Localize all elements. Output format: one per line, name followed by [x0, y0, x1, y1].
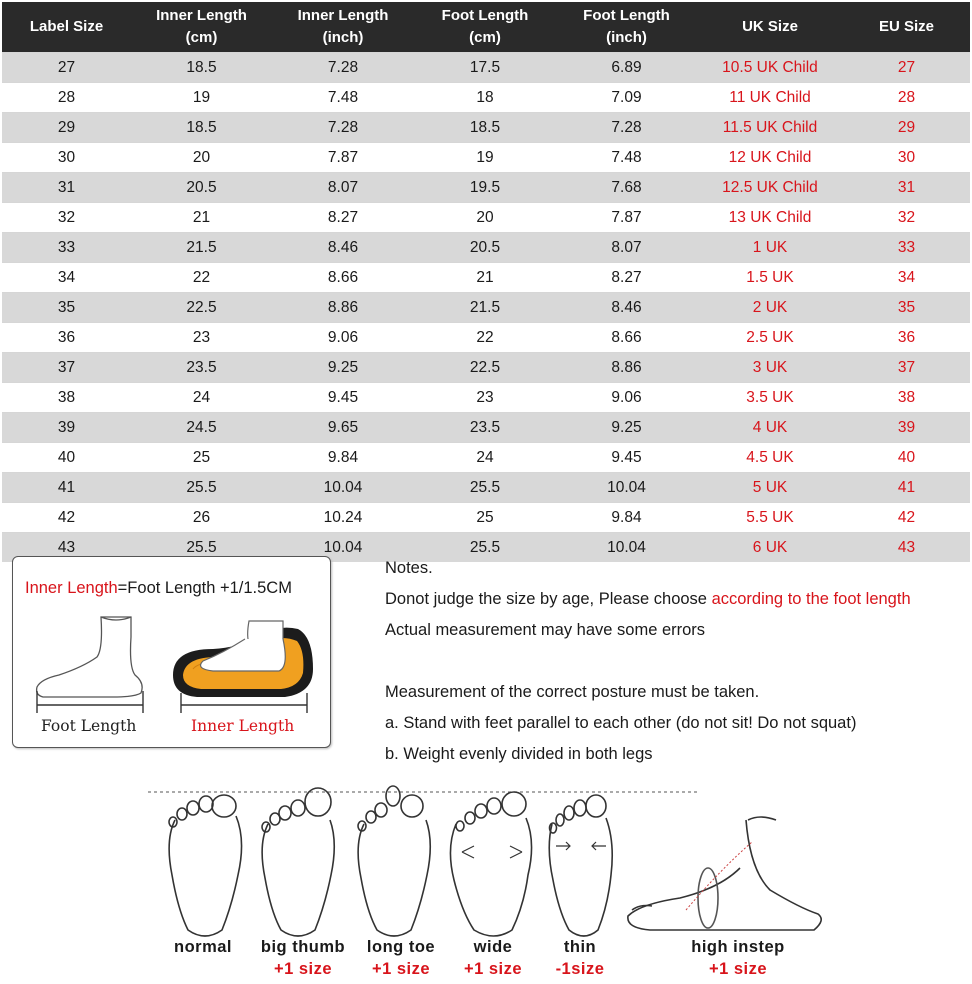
table-row [2, 113, 970, 143]
table-row [2, 263, 970, 293]
cell-label-size: 28 [2, 83, 131, 113]
cell-inner-length-cm: 21 [131, 203, 272, 233]
high-instep-foot-icon [628, 817, 821, 930]
cell-foot-length-inch: 10.04 [556, 533, 697, 563]
table-row [2, 413, 970, 443]
cell-eu-size: 41 [843, 473, 970, 503]
cell-uk-size: 4.5 UK [697, 443, 843, 473]
formula-rest: =Foot Length +1/1.5CM [117, 579, 292, 597]
cell-inner-length-inch: 8.66 [272, 263, 414, 293]
cell-foot-length-inch: 7.28 [556, 113, 697, 143]
big-thumb-foot-icon [262, 788, 334, 936]
cell-eu-size: 36 [843, 323, 970, 353]
measurement-notes [385, 558, 911, 775]
cell-inner-length-inch: 8.27 [272, 203, 414, 233]
cell-uk-size: 10.5 UK Child [697, 53, 843, 83]
notes-line-stand: a. Stand with feet parallel to each other (do not sit! Do not squat) [385, 714, 857, 732]
cell-eu-size: 35 [843, 293, 970, 323]
cell-uk-size: 1 UK [697, 233, 843, 263]
cell-label-size: 34 [2, 263, 131, 293]
foot-length-measure-icon [37, 691, 143, 713]
cell-inner-length-cm: 24.5 [131, 413, 272, 443]
cell-foot-length-cm: 22.5 [414, 353, 556, 383]
cell-inner-length-cm: 20 [131, 143, 272, 173]
cell-label-size: 29 [2, 113, 131, 143]
cell-eu-size: 38 [843, 383, 970, 413]
cell-foot-length-cm: 23.5 [414, 413, 556, 443]
cell-inner-length-cm: 18.5 [131, 53, 272, 83]
long-toe-foot-icon [358, 786, 430, 936]
cell-eu-size: 32 [843, 203, 970, 233]
foot-type-size-long-toe: +1 size [371, 960, 431, 978]
cell-inner-length-cm: 25 [131, 443, 272, 473]
cell-eu-size: 37 [843, 353, 970, 383]
cell-label-size: 41 [2, 473, 131, 503]
cell-inner-length-inch: 7.28 [272, 113, 414, 143]
size-chart-table [2, 2, 970, 562]
inner-length-caption: Inner Length [191, 717, 295, 735]
cell-foot-length-cm: 18.5 [414, 113, 556, 143]
cell-eu-size: 43 [843, 533, 970, 563]
table-row [2, 383, 970, 413]
foot-type-label-thin: thin [563, 938, 597, 956]
table-row [2, 503, 970, 533]
cell-label-size: 35 [2, 293, 131, 323]
cell-foot-length-inch: 8.07 [556, 233, 697, 263]
cell-foot-length-inch: 8.86 [556, 353, 697, 383]
cell-uk-size: 5.5 UK [697, 503, 843, 533]
cell-eu-size: 30 [843, 143, 970, 173]
cell-uk-size: 5 UK [697, 473, 843, 503]
table-row [2, 173, 970, 203]
table-row [2, 143, 970, 173]
header-foot-length-inch: Foot Length (inch) [556, 2, 697, 53]
inner-length-illustration [12, 556, 331, 748]
cell-uk-size: 4 UK [697, 413, 843, 443]
cell-foot-length-cm: 25.5 [414, 533, 556, 563]
header-foot-length-cm: Foot Length (cm) [414, 2, 556, 53]
table-header-row [2, 2, 970, 53]
cell-inner-length-cm: 20.5 [131, 173, 272, 203]
cell-eu-size: 42 [843, 503, 970, 533]
normal-foot-icon [169, 795, 242, 936]
cell-uk-size: 11 UK Child [697, 83, 843, 113]
foot-type-size-wide: +1 size [463, 960, 523, 978]
cell-eu-size: 27 [843, 53, 970, 83]
notes-highlight: according to the foot length [711, 590, 911, 608]
formula-inner-length: Inner Length [25, 579, 118, 597]
cell-foot-length-cm: 17.5 [414, 53, 556, 83]
table-row [2, 443, 970, 473]
cell-foot-length-inch: 9.06 [556, 383, 697, 413]
cell-eu-size: 39 [843, 413, 970, 443]
cell-eu-size: 31 [843, 173, 970, 203]
cell-foot-length-cm: 20 [414, 203, 556, 233]
cell-foot-length-cm: 19 [414, 143, 556, 173]
notes-title: Notes. [385, 559, 433, 577]
cell-inner-length-cm: 24 [131, 383, 272, 413]
cell-uk-size: 11.5 UK Child [697, 113, 843, 143]
cell-uk-size: 3.5 UK [697, 383, 843, 413]
cell-foot-length-cm: 22 [414, 323, 556, 353]
cell-foot-length-inch: 9.45 [556, 443, 697, 473]
cell-inner-length-cm: 26 [131, 503, 272, 533]
cell-foot-length-inch: 8.46 [556, 293, 697, 323]
shoe-insole-icon [173, 621, 313, 697]
cell-foot-length-cm: 21.5 [414, 293, 556, 323]
cell-inner-length-inch: 8.07 [272, 173, 414, 203]
cell-inner-length-inch: 10.24 [272, 503, 414, 533]
cell-foot-length-inch: 8.27 [556, 263, 697, 293]
cell-eu-size: 28 [843, 83, 970, 113]
cell-foot-length-cm: 23 [414, 383, 556, 413]
table-row [2, 53, 970, 83]
cell-foot-length-cm: 19.5 [414, 173, 556, 203]
foot-type-label-wide: wide [473, 938, 513, 956]
foot-type-size-thin: -1size [555, 960, 605, 978]
header-inner-length-cm: Inner Length (cm) [131, 2, 272, 53]
foot-type-label-high-instep: high instep [691, 938, 785, 956]
cell-label-size: 31 [2, 173, 131, 203]
cell-label-size: 32 [2, 203, 131, 233]
cell-inner-length-cm: 19 [131, 83, 272, 113]
cell-inner-length-inch: 9.06 [272, 323, 414, 353]
foot-types-section [0, 780, 972, 984]
cell-foot-length-cm: 25.5 [414, 473, 556, 503]
table-row [2, 203, 970, 233]
cell-inner-length-inch: 9.84 [272, 443, 414, 473]
header-uk-size: UK Size [697, 2, 843, 53]
cell-foot-length-cm: 20.5 [414, 233, 556, 263]
cell-uk-size: 6 UK [697, 533, 843, 563]
cell-uk-size: 12 UK Child [697, 143, 843, 173]
foot-type-size-high-instep: +1 size [708, 960, 768, 978]
cell-foot-length-inch: 9.84 [556, 503, 697, 533]
foot-type-label-long-toe: long toe [366, 938, 436, 956]
cell-inner-length-cm: 22.5 [131, 293, 272, 323]
cell-foot-length-cm: 24 [414, 443, 556, 473]
notes-line-errors: Actual measurement may have some errors [385, 621, 706, 639]
thin-foot-icon [549, 795, 612, 936]
cell-foot-length-cm: 21 [414, 263, 556, 293]
foot-type-size-big-thumb: +1 size [273, 960, 333, 978]
cell-inner-length-inch: 10.04 [272, 533, 414, 563]
header-label-size: Label Size [2, 2, 131, 53]
cell-label-size: 27 [2, 53, 131, 83]
cell-uk-size: 13 UK Child [697, 203, 843, 233]
table-row [2, 233, 970, 263]
cell-foot-length-inch: 9.25 [556, 413, 697, 443]
cell-uk-size: 3 UK [697, 353, 843, 383]
cell-foot-length-inch: 8.66 [556, 323, 697, 353]
foot-type-label-normal: normal [173, 938, 232, 956]
cell-eu-size: 34 [843, 263, 970, 293]
cell-inner-length-inch: 7.28 [272, 53, 414, 83]
bare-foot-icon [37, 617, 143, 697]
cell-foot-length-inch: 10.04 [556, 473, 697, 503]
cell-inner-length-inch: 9.65 [272, 413, 414, 443]
cell-uk-size: 12.5 UK Child [697, 173, 843, 203]
cell-inner-length-inch: 9.45 [272, 383, 414, 413]
notes-line-age: Donot judge the size by age, Please choose according to the foot length [385, 590, 911, 608]
cell-label-size: 40 [2, 443, 131, 473]
cell-label-size: 42 [2, 503, 131, 533]
cell-eu-size: 40 [843, 443, 970, 473]
header-eu-size: EU Size [843, 2, 970, 53]
table-row [2, 353, 970, 383]
cell-foot-length-inch: 7.09 [556, 83, 697, 113]
cell-foot-length-inch: 6.89 [556, 53, 697, 83]
cell-label-size: 39 [2, 413, 131, 443]
cell-inner-length-cm: 18.5 [131, 113, 272, 143]
notes-line-posture: Measurement of the correct posture must be taken. [385, 683, 760, 701]
cell-inner-length-cm: 22 [131, 263, 272, 293]
cell-eu-size: 33 [843, 233, 970, 263]
cell-inner-length-cm: 21.5 [131, 233, 272, 263]
table-row [2, 323, 970, 353]
foot-length-caption: Foot Length [41, 717, 137, 735]
cell-inner-length-cm: 25.5 [131, 473, 272, 503]
table-row [2, 293, 970, 323]
cell-eu-size: 29 [843, 113, 970, 143]
cell-uk-size: 1.5 UK [697, 263, 843, 293]
cell-inner-length-inch: 10.04 [272, 473, 414, 503]
header-inner-length-inch: Inner Length (inch) [272, 2, 414, 53]
cell-inner-length-inch: 9.25 [272, 353, 414, 383]
cell-foot-length-inch: 7.48 [556, 143, 697, 173]
wide-foot-icon [450, 792, 531, 936]
cell-inner-length-inch: 7.48 [272, 83, 414, 113]
cell-inner-length-cm: 23.5 [131, 353, 272, 383]
cell-label-size: 30 [2, 143, 131, 173]
cell-inner-length-inch: 8.86 [272, 293, 414, 323]
cell-foot-length-cm: 25 [414, 503, 556, 533]
cell-foot-length-cm: 18 [414, 83, 556, 113]
cell-inner-length-cm: 23 [131, 323, 272, 353]
cell-label-size: 37 [2, 353, 131, 383]
cell-uk-size: 2.5 UK [697, 323, 843, 353]
cell-uk-size: 2 UK [697, 293, 843, 323]
cell-label-size: 33 [2, 233, 131, 263]
cell-foot-length-inch: 7.87 [556, 203, 697, 233]
cell-inner-length-cm: 25.5 [131, 533, 272, 563]
cell-label-size: 36 [2, 323, 131, 353]
table-row [2, 83, 970, 113]
cell-inner-length-inch: 7.87 [272, 143, 414, 173]
table-row [2, 473, 970, 503]
cell-foot-length-inch: 7.68 [556, 173, 697, 203]
cell-label-size: 43 [2, 533, 131, 563]
foot-type-label-big-thumb: big thumb [260, 938, 346, 956]
cell-label-size: 38 [2, 383, 131, 413]
cell-inner-length-inch: 8.46 [272, 233, 414, 263]
notes-line-weight: b. Weight evenly divided in both legs [385, 745, 653, 763]
